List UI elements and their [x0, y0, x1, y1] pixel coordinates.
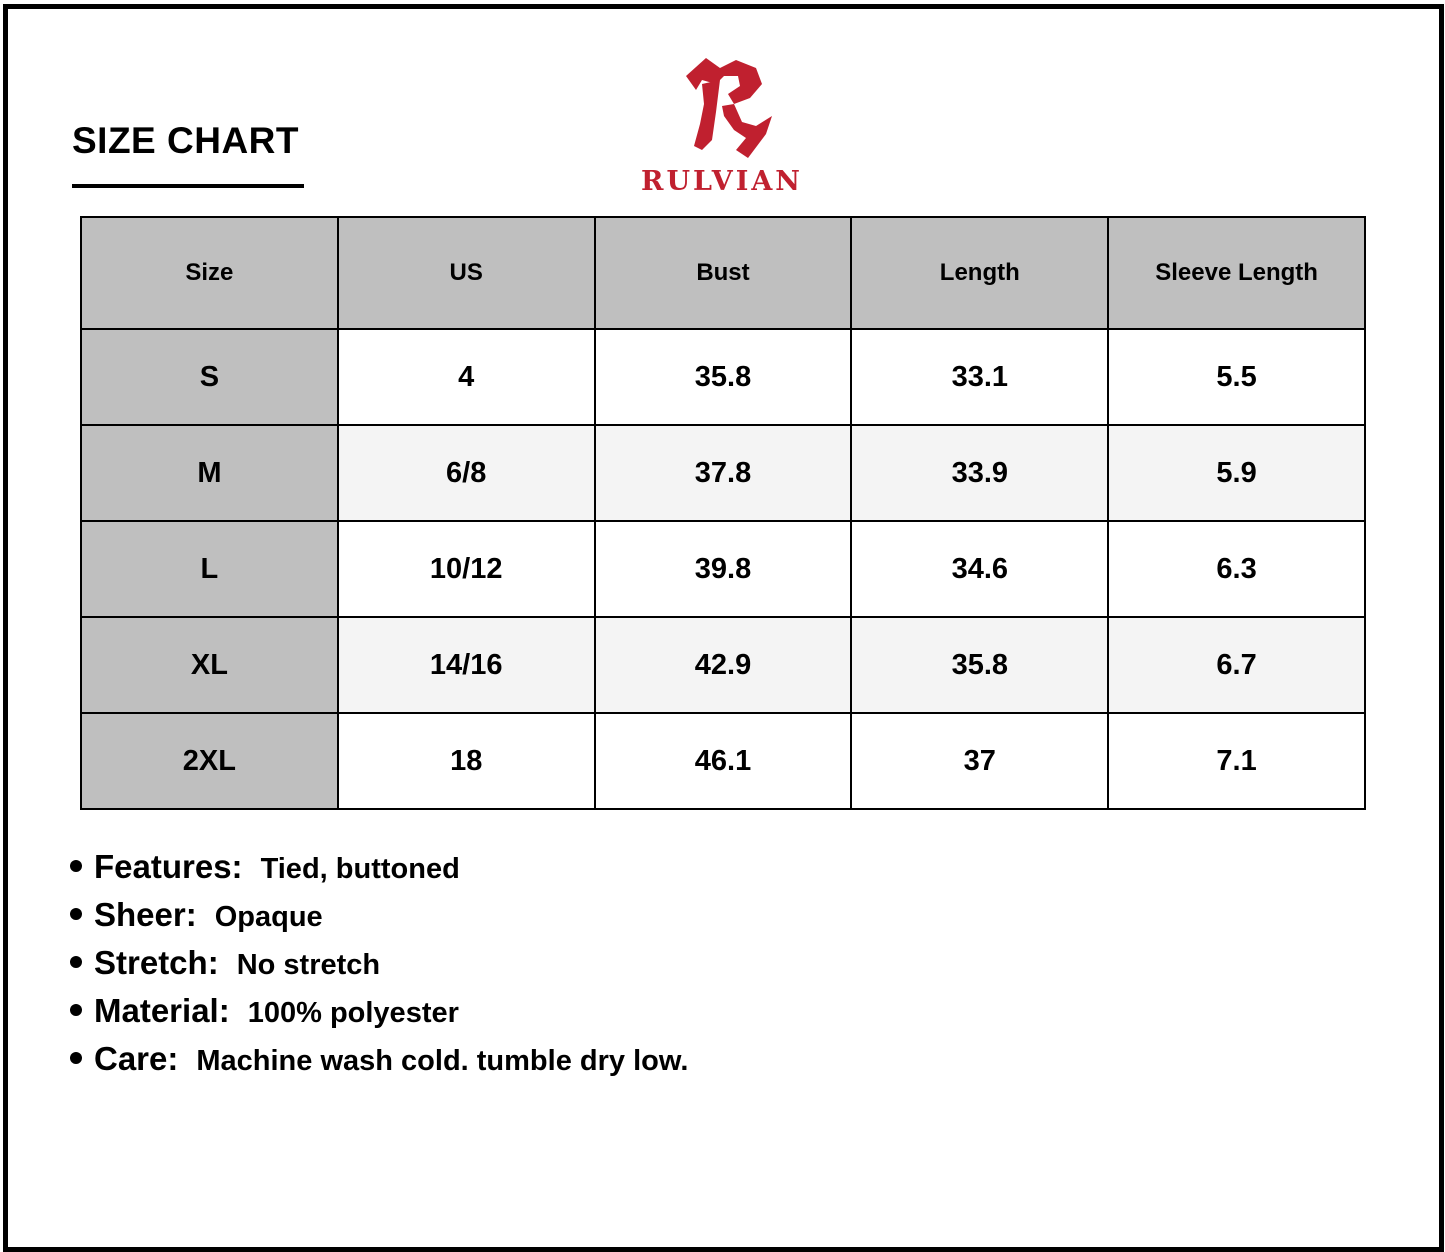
header-bust: Bust — [595, 217, 852, 329]
length-cell: 35.8 — [851, 617, 1108, 713]
sleeve-length-cell: 6.3 — [1108, 521, 1365, 617]
feature-item — [70, 1040, 688, 1088]
header-size: Size — [81, 217, 338, 329]
features-list — [70, 848, 688, 1088]
bust-cell: 42.9 — [595, 617, 852, 713]
size-table — [80, 216, 1366, 810]
us-cell: 6/8 — [338, 425, 595, 521]
feature-value: Tied, buttoned — [260, 853, 460, 885]
table-row — [81, 617, 1365, 713]
bullet-icon — [70, 1052, 82, 1064]
feature-value: Opaque — [214, 901, 323, 933]
feature-label: Sheer: — [94, 896, 197, 933]
bullet-icon — [70, 908, 82, 920]
bust-cell: 39.8 — [595, 521, 852, 617]
sleeve-length-cell: 5.9 — [1108, 425, 1365, 521]
header-sleeve-length: Sleeve Length — [1108, 217, 1365, 329]
bust-cell: 35.8 — [595, 329, 852, 425]
feature-value: 100% polyester — [247, 997, 459, 1029]
us-cell: 4 — [338, 329, 595, 425]
length-cell: 37 — [851, 713, 1108, 809]
brand-r-logo-icon — [676, 54, 772, 162]
feature-item — [70, 944, 688, 992]
feature-item — [70, 896, 688, 944]
size-cell: L — [81, 521, 338, 617]
table-row — [81, 713, 1365, 809]
us-cell: 14/16 — [338, 617, 595, 713]
size-cell: S — [81, 329, 338, 425]
us-cell: 18 — [338, 713, 595, 809]
bullet-icon — [70, 1004, 82, 1016]
header-length: Length — [851, 217, 1108, 329]
bust-cell: 37.8 — [595, 425, 852, 521]
brand-logo — [624, 50, 824, 200]
length-cell: 33.9 — [851, 425, 1108, 521]
feature-label: Material: — [94, 992, 230, 1029]
size-cell: M — [81, 425, 338, 521]
bullet-icon — [70, 956, 82, 968]
table-row — [81, 329, 1365, 425]
feature-value: No stretch — [236, 949, 381, 981]
page-title: SIZE CHART — [72, 120, 299, 161]
length-cell: 34.6 — [851, 521, 1108, 617]
length-cell: 33.1 — [851, 329, 1108, 425]
size-cell: XL — [81, 617, 338, 713]
bust-cell: 46.1 — [595, 713, 852, 809]
table-header-row — [81, 217, 1365, 329]
us-cell: 10/12 — [338, 521, 595, 617]
feature-label: Care: — [94, 1040, 179, 1077]
size-cell: 2XL — [81, 713, 338, 809]
table-row — [81, 425, 1365, 521]
sleeve-length-cell: 7.1 — [1108, 713, 1365, 809]
feature-value: Machine wash cold. tumble dry low. — [196, 1045, 689, 1077]
title-underline — [72, 184, 304, 188]
feature-item — [70, 848, 688, 896]
table-row — [81, 521, 1365, 617]
feature-label: Features: — [94, 848, 243, 885]
brand-wordmark: RULVIAN — [641, 166, 803, 197]
header-us: US — [338, 217, 595, 329]
feature-label: Stretch: — [94, 944, 219, 981]
sleeve-length-cell: 6.7 — [1108, 617, 1365, 713]
sleeve-length-cell: 5.5 — [1108, 329, 1365, 425]
feature-item — [70, 992, 688, 1040]
bullet-icon — [70, 860, 82, 872]
